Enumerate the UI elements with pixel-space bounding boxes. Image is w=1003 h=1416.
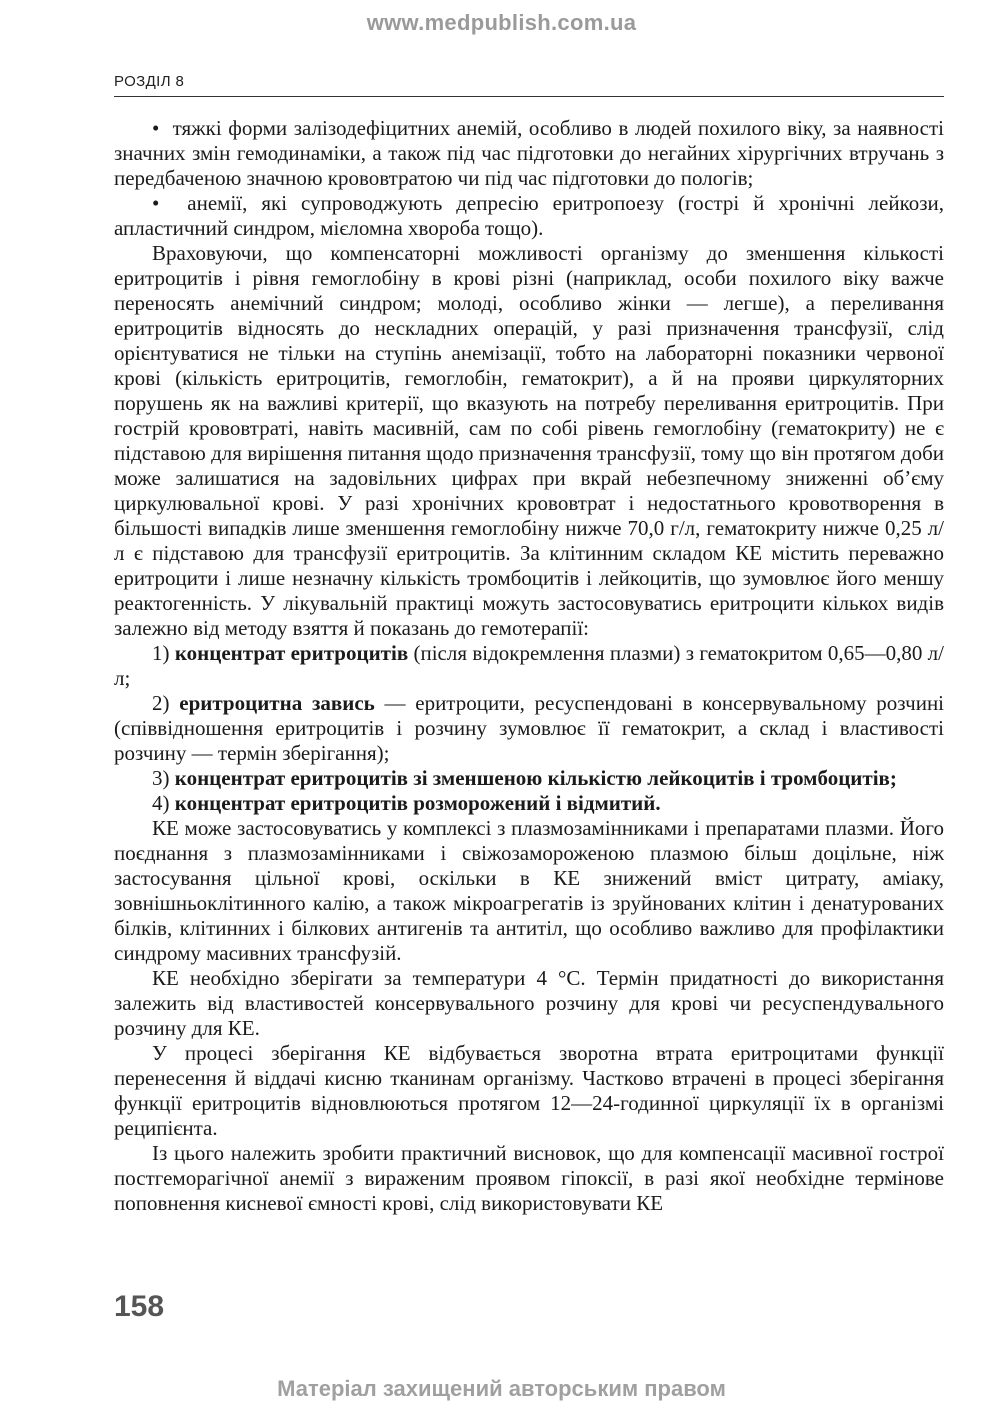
list-term: концентрат еритроцитів розморожений і відмитий. — [174, 791, 661, 815]
list-term: концентрат еритроцитів — [174, 641, 409, 665]
list-text: (після відокремлення плазми) з гематокритом 0,65—0,80 л/л; — [114, 641, 944, 690]
list-number: 2) — [152, 691, 170, 715]
copyright-watermark: Матеріал захищений авторським правом — [277, 1376, 726, 1401]
paragraph: КЕ може застосовуватись у комплексі з плазмозамінниками і препаратами плазми. Його поєднання з плазмозамінниками і свіжозамороженою плазмою більш доцільне, ніж застосування цільної крові, оскільки в КЕ знижений вміст цитрату, аміаку, зовнішньоклітинного калію, а також мікроагрегатів із зруйнованих клітин і денатурованих білків, клітинних і білкових антигенів та антитіл, що особливо важливо для профілактики синдрому масивних трансфузій. — [114, 816, 944, 965]
list-number: 3) — [152, 766, 170, 790]
chapter-heading: РОЗДІЛ 8 — [114, 73, 185, 90]
list-term: еритроцитна завись — [179, 691, 375, 715]
list-item — [114, 766, 944, 791]
bullet-item: • тяжкі форми залізодефіцитних анемій, особливо в людей похилого віку, за наявності значних змін гемодинаміки, а також під час підготовки до негайних хірургічних втручань з передбаченою значною крововтратою чи під час підготовки до пологів; — [114, 116, 944, 191]
list-item — [114, 641, 944, 691]
list-item — [114, 691, 944, 766]
paragraph: У процесі зберігання КЕ відбувається зворотна втрата еритроцитами функції перенесення й віддачі кисню тканинам організму. Частково втрачені в процесі зберігання функції еритроцитів відновлюються протягом 12—24-годинної циркуляції їх в організмі реципієнта. — [114, 1041, 944, 1140]
page-body — [114, 116, 944, 1216]
paragraph: КЕ необхідно зберігати за температури 4 °С. Термін придатності до використання залежить від властивостей консервувального розчину для крові чи ресуспендувального розчину для КЕ. — [114, 966, 944, 1040]
list-term: концентрат еритроцитів зі зменшеною кількістю лейкоцитів і тромбоцитів; — [174, 766, 897, 790]
list-number: 4) — [152, 791, 170, 815]
page-number: 158 — [114, 1290, 165, 1323]
site-watermark: www.medpublish.com.ua — [366, 10, 637, 35]
list-text: — еритроцити, ресуспендовані в консервувальному розчині (співвідношення еритроцитів і розчину зумовлює її гематокрит, а склад і властивості розчину — термін зберігання); — [114, 691, 945, 765]
bullet-item: • анемії, які супроводжують депресію еритропоезу (гострі й хронічні лейкози, апластичний синдром, мієломна хвороба тощо). — [114, 191, 944, 241]
list-number: 1) — [152, 641, 170, 665]
paragraph: Враховуючи, що компенсаторні можливості організму до зменшення кількості еритроцитів і рівня гемоглобіну в крові різні (наприклад, особи похилого віку важче переносять анемічний синдром; молоді, особливо жінки — легше), а переливання еритроцитів відносять до нескладних операцій, у разі призначення трансфузії, слід орієнтуватися не тільки на ступінь анемізації, тобто на лабораторні показники червоної крові (кількість еритроцитів, гемоглобін, гематокрит), а й на прояви циркуляторних порушень як на важливі критерії, що вказують на потребу переливання еритроцитів. При гострій крововтраті, навіть масивній, сам по собі рівень гемоглобіну (гематокриту) не є підставою для вирішення питання щодо призначення трансфузії, тому що він протягом доби може залишатися на задовільних цифрах при вкрай небезпечному зниженні об’єму циркулювальної крові. У разі хронічних крововтрат і недостатнього кровотворення в більшості випадків лише зменшення гемоглобіну нижче 70,0 г/л, гематокриту нижче 0,25 л/л є підставою для трансфузії еритроцитів. За клітинним складом КЕ містить переважно еритроцити і лише незначну кількість тромбоцитів і лейкоцитів, що зумовлює його меншу реактогенність. У лікувальній практиці можуть застосовуватись еритроцити кількох видів залежно від методу взяття й показань до гемотерапії: — [114, 241, 944, 640]
paragraph: Із цього належить зробити практичний висновок, що для компенсації масивної гострої постгеморагічної анемії з вираженим проявом гіпоксії, в разі якої необхідне термінове поповнення кисневої ємності крові, слід використовувати КЕ — [114, 1141, 944, 1215]
list-item — [114, 791, 944, 816]
header-divider — [114, 96, 944, 97]
